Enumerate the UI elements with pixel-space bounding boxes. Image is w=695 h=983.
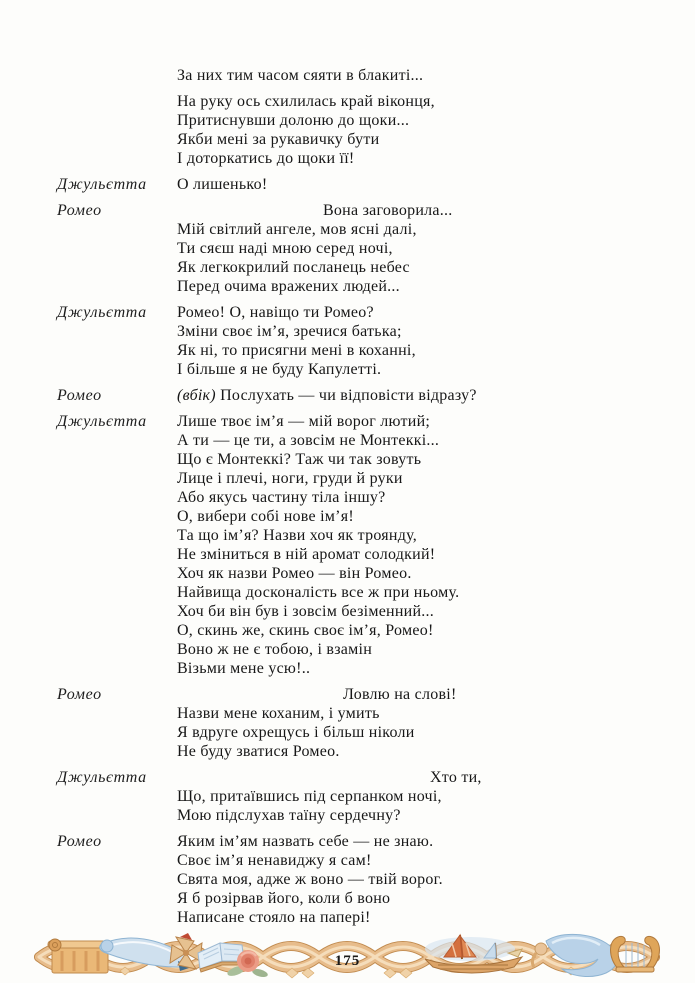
speech-lines	[177, 66, 657, 85]
speech-lines	[177, 175, 657, 194]
speech-lines	[177, 92, 657, 168]
verse-line: Вона заговорила...	[323, 202, 453, 219]
verse-line: Лице і плечі, ноги, груди й руки	[177, 470, 403, 487]
verse-line: Ромео! О, навіщо ти Ромео?	[177, 304, 374, 321]
speech-lines	[177, 412, 657, 678]
verse-line: Перед очима вражених людей...	[177, 278, 400, 295]
speech-row	[57, 66, 657, 85]
speech-lines	[177, 386, 657, 405]
verse-line: Яким ім’ям назвать себе — не знаю.	[177, 833, 434, 850]
verse-line: Або якусь частину тіла іншу?	[177, 489, 386, 506]
verse-line: Ти сяєш наді мною серед ночі,	[177, 240, 393, 257]
verse-line: За них тим часом сяяти в блакиті...	[177, 67, 424, 84]
page-number: 175	[334, 953, 361, 969]
verse-line: Воно ж не є тобою, і взамін	[177, 641, 372, 658]
verse-line: О, вибери собі нове ім’я!	[177, 508, 354, 525]
dialogue	[57, 66, 657, 934]
speech-row	[57, 201, 657, 296]
verse-line: Свята моя, адже ж воно — твій ворог.	[177, 871, 443, 888]
verse-line: Ловлю на слові!	[343, 686, 457, 703]
speaker-label: Ромео	[57, 686, 102, 703]
speaker-label: Джульєтта	[57, 413, 147, 430]
verse-line: Що є Монтеккі? Таж чи так зовуть	[177, 451, 422, 468]
speech-row	[57, 303, 657, 379]
speech-row	[57, 832, 657, 927]
speaker-label: Джульєтта	[57, 304, 147, 321]
verse-line: А ти — це ти, а зовсім не Монтеккі...	[177, 432, 440, 449]
stage-direction: (вбік)	[177, 387, 216, 404]
speech-row	[57, 92, 657, 168]
verse-line: І більше я не буду Капулетті.	[177, 361, 382, 378]
speaker-label	[57, 66, 177, 85]
verse-line: О, скинь же, скинь своє ім’я, Ромео!	[177, 622, 434, 639]
verse-line: Своє ім’я ненавиджу я сам!	[177, 852, 372, 869]
verse-line: Не буду зватися Ромео.	[177, 743, 340, 760]
verse-line: Якби мені за рукавичку бути	[177, 131, 380, 148]
verse-line: Візьми мене усю!..	[177, 660, 311, 677]
speech-lines	[177, 201, 657, 296]
speech-lines	[177, 685, 657, 761]
verse-line: На руку ось схилилась край віконця,	[177, 93, 435, 110]
verse-line: Я б розірвав його, коли б воно	[177, 890, 391, 907]
verse-line: Хоч як назви Ромео — він Ромео.	[177, 565, 412, 582]
speech-row	[57, 386, 657, 405]
speech-lines	[177, 303, 657, 379]
verse-line: Написане стояло на папері!	[177, 909, 371, 926]
speaker-label: Джульєтта	[57, 769, 147, 786]
verse-line: Притиснувши долоню до щоки...	[177, 112, 410, 129]
verse-line: Зміни своє ім’я, зречися батька;	[177, 323, 402, 340]
verse-line: Хоч би він був і зовсім безіменний...	[177, 603, 435, 620]
verse-line: Мою підслухав таїну сердечну?	[177, 807, 401, 824]
verse-line: Та що ім’я? Назви хоч як троянду,	[177, 527, 417, 544]
verse-line: Найвища досконалість все ж при ньому.	[177, 584, 460, 601]
verse-line: Хто ти,	[430, 769, 482, 786]
verse-line: (вбік) Послухать — чи відповісти відразу?	[177, 387, 477, 404]
speaker-label: Ромео	[57, 202, 102, 219]
verse-line: О лишенько!	[177, 176, 268, 193]
verse-line: Що, притаївшись під серпанком ночі,	[177, 788, 442, 805]
verse-line: Мій світлий ангеле, мов ясні далі,	[177, 221, 417, 238]
speaker-label: Джульєтта	[57, 176, 147, 193]
speech-row	[57, 175, 657, 194]
verse-line: І доторкатись до щоки її!	[177, 150, 355, 167]
speech-lines	[177, 832, 657, 927]
speech-row	[57, 685, 657, 761]
footer-ornament	[0, 931, 695, 983]
verse-line: Лише твоє ім’я — мій ворог лютий;	[177, 413, 431, 430]
verse-line: Як легкокрилий посланець небес	[177, 259, 410, 276]
verse-line: Назви мене коханим, і умить	[177, 705, 380, 722]
speaker-label	[57, 92, 177, 168]
speaker-label: Ромео	[57, 387, 102, 404]
speech-lines	[177, 768, 657, 825]
verse-line: Як ні, то присягни мені в коханні,	[177, 342, 416, 359]
speech-row	[57, 412, 657, 678]
speech-row	[57, 768, 657, 825]
speaker-label: Ромео	[57, 833, 102, 850]
verse-line: Я вдруге охрещусь і більш ніколи	[177, 724, 415, 741]
verse-line: Не зміниться в ній аромат солодкий!	[177, 546, 436, 563]
